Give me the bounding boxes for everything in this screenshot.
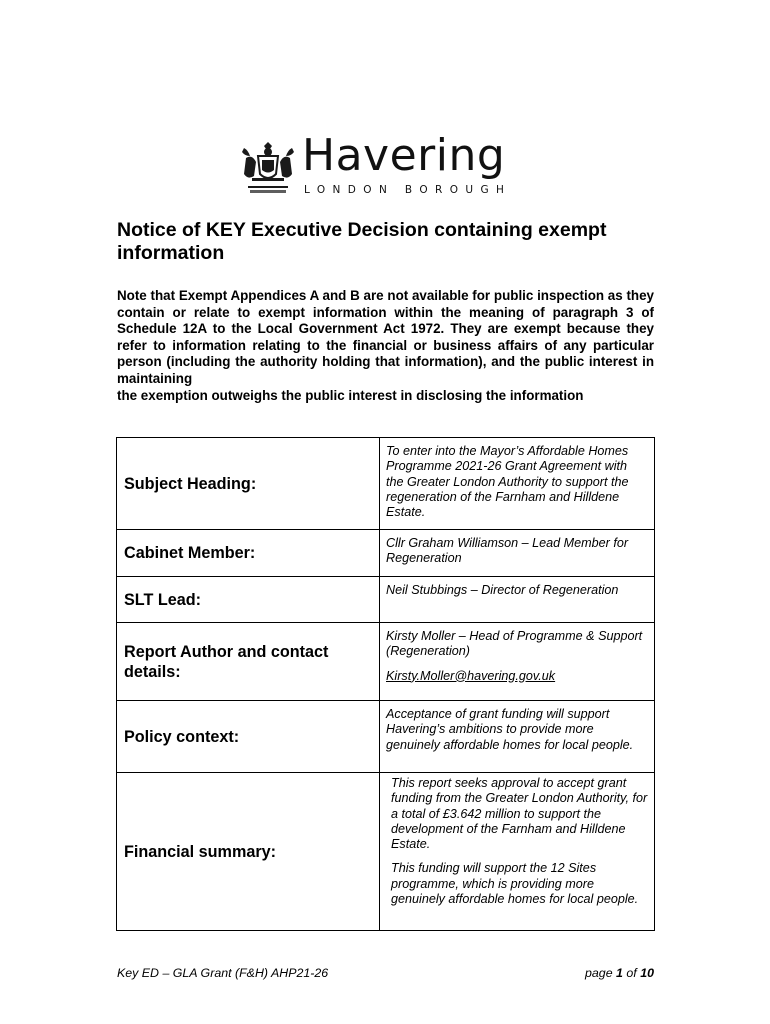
exempt-notice-last-line: the exemption outweighs the public interest in disclosing the information — [117, 387, 584, 403]
table-row-policy-context — [117, 701, 655, 773]
report-author-text: Kirsty Moller – Head of Programme & Support (Regeneration) — [386, 629, 643, 659]
page-prefix: page — [585, 966, 613, 980]
page-of: of — [626, 966, 637, 980]
page-number — [585, 966, 654, 980]
subject-heading-value — [380, 438, 655, 530]
logo-subtitle: LONDON BOROUGH — [304, 184, 512, 196]
report-author-label: Report Author and contact details: — [117, 623, 380, 701]
page-title: Notice of KEY Executive Decision containing exempt information — [117, 219, 607, 264]
table-row-cabinet-member — [117, 530, 655, 577]
table-row-financial-summary — [117, 773, 655, 931]
havering-logo — [240, 130, 530, 198]
exempt-notice-text: Note that Exempt Appendices A and B are not available for public inspection as they contain or relate to exempt information within the meaning of paragraph 3 of Schedule 12A to the Local Government Act 1972. They are exempt because they refer to information relating to the financial or business affairs of any particular person (including the authority holding that information), and the public interest in maintaining — [117, 288, 654, 386]
subject-heading-text: To enter into the Mayor’s Affordable Homes Programme 2021-26 Grant Agreement with the Greater London Authority to support the regeneration of the Farnham and Hilldene Estate. — [386, 444, 629, 520]
table-row-report-author — [117, 623, 655, 701]
slt-lead-label: SLT Lead: — [117, 577, 380, 623]
cabinet-member-text: Cllr Graham Williamson – Lead Member for Regeneration — [386, 536, 629, 566]
cabinet-member-label: Cabinet Member: — [117, 530, 380, 577]
logo-wordmark: Havering — [302, 130, 506, 181]
subject-heading-label: Subject Heading: — [117, 438, 380, 530]
footer-reference: Key ED – GLA Grant (F&H) AHP21-26 — [117, 966, 329, 980]
page-current: 1 — [616, 966, 623, 980]
financial-summary-label: Financial summary: — [117, 773, 380, 931]
page-total: 10 — [640, 966, 654, 980]
policy-context-value — [380, 701, 655, 773]
financial-summary-text-2: This funding will support the 12 Sites programme, which is providing more genuinely affordable homes for local people. — [391, 861, 639, 907]
report-author-value — [380, 623, 655, 701]
decision-table — [116, 437, 655, 931]
cabinet-member-value — [380, 530, 655, 577]
table-row-slt-lead — [117, 577, 655, 623]
slt-lead-value — [380, 577, 655, 623]
financial-summary-text: This report seeks approval to accept grant funding from the Greater London Authority, for a total of £3.642 million to support the development of the Farnham and Hilldene Estate. — [391, 776, 648, 852]
table-row-subject — [117, 438, 655, 530]
exempt-notice — [117, 288, 654, 404]
slt-lead-text: Neil Stubbings – Director of Regeneration — [386, 583, 619, 597]
report-author-email-link[interactable]: Kirsty.Moller@havering.gov.uk — [386, 668, 556, 683]
financial-summary-value — [380, 773, 655, 931]
policy-context-text: Acceptance of grant funding will support Havering’s ambitions to provide more genuinely affordable homes for local people. — [386, 707, 634, 752]
policy-context-label: Policy context: — [117, 701, 380, 773]
crest-icon — [240, 138, 296, 196]
